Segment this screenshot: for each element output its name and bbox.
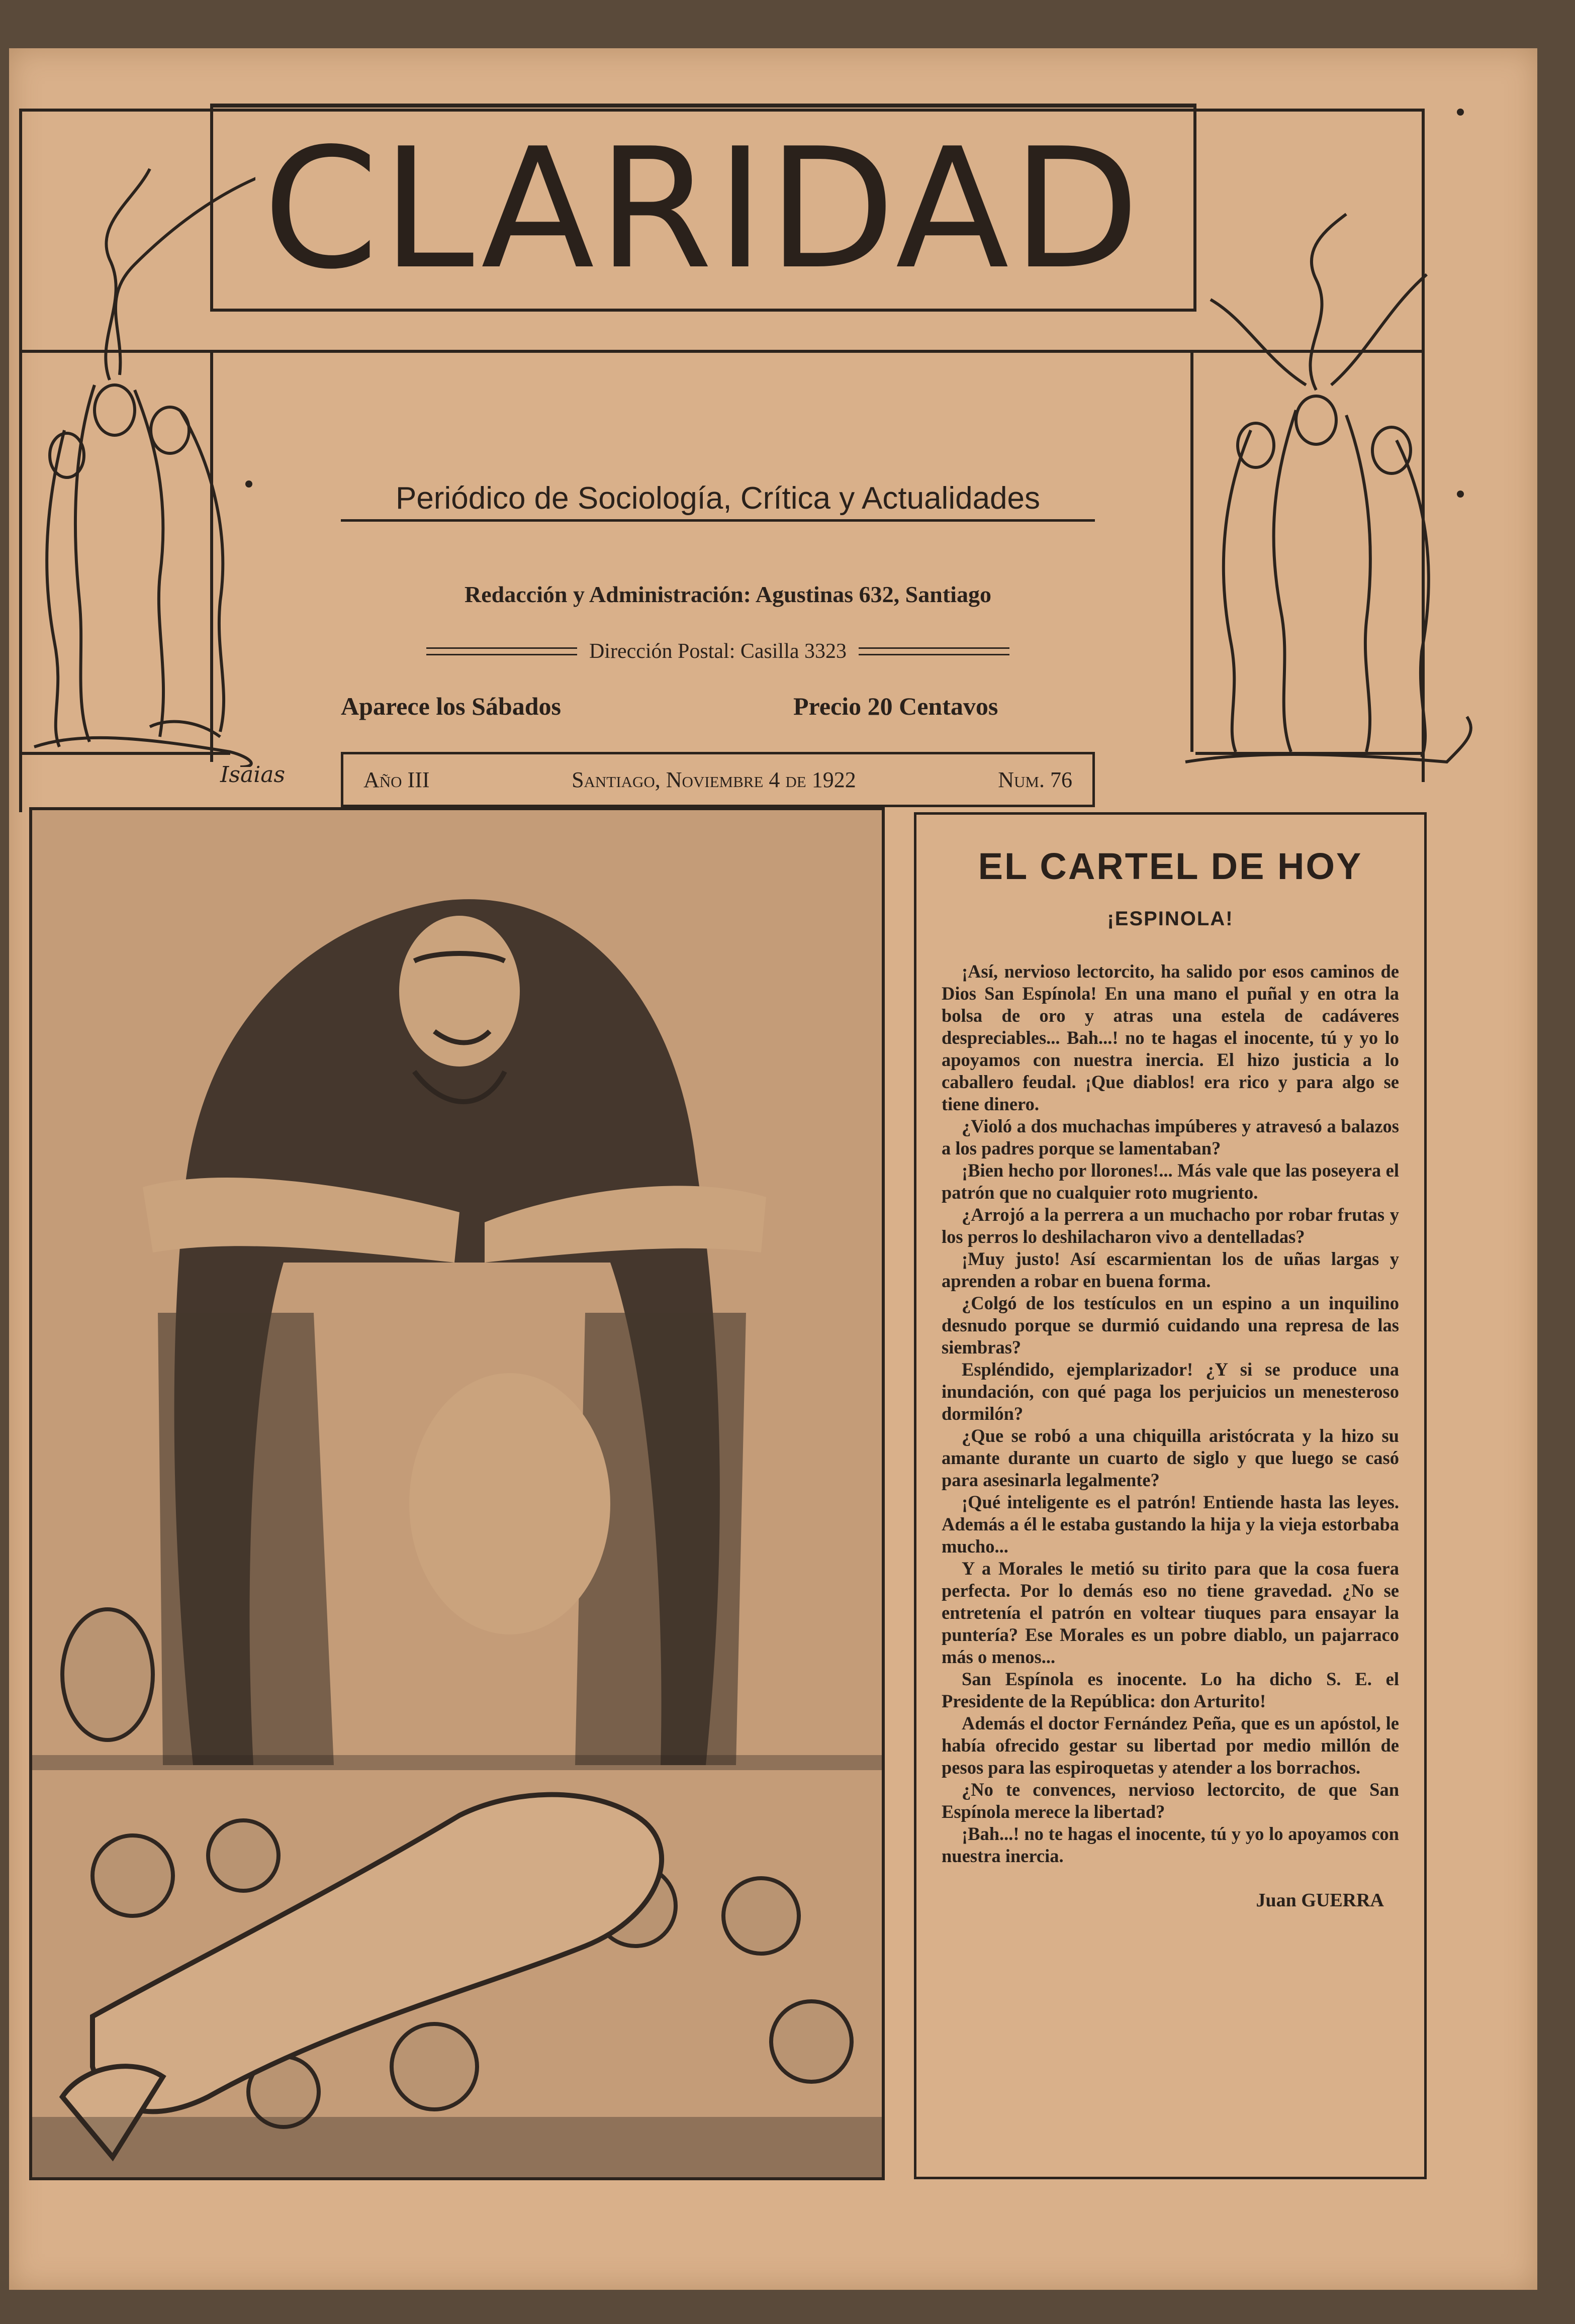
postal-rule-left [426,647,577,655]
article-paragraph: Espléndido, ejemplarizador! ¿Y si se produce una inundación, con qué paga los perjuicios un menesteroso dormilón? [942,1359,1399,1424]
edge-mark [1457,491,1464,498]
article-paragraph: ¿Violó a dos muchachas impúberes y atravesó a balazos a los padres porque se lamentaban? [942,1116,1399,1158]
newspaper-title: CLARIDAD [262,113,1143,306]
article-subheading: ¡ESPINOLA! [1107,908,1234,930]
article-paragraph: ¡Muy justo! Así escarmientan los de uñas largas y aprenden a robar en buena forma. [942,1248,1399,1291]
article-paragraph: ¡Bah...! no te hagas el inocente, tú y yo lo apoyamos con nuestra inercia. [942,1823,1399,1866]
subtitle: Periódico de Sociología, Crítica y Actualidades [341,480,1095,522]
edge-mark [1457,109,1464,116]
article-author: Juan GUERRA [1256,1890,1384,1911]
newspaper-page [9,48,1537,2290]
publication-day: Aparece los Sábados [341,692,562,720]
article-paragraph: Y a Morales le metió su tirito para que la cosa fuera perfecta. Por lo demás eso no tiene gravedad. ¿No se entretenía el patrón en voltear tiuques para ensayar la puntería? Ese Morales es un pobre diablo, un pajarraco más o menos... [942,1558,1399,1667]
issue-year: Año III [363,767,430,792]
article-paragraph: ¿No te convences, nervioso lectorcito, de que San Espínola merece la libertad? [942,1779,1399,1822]
article-paragraph: ¡Así, nervioso lectorcito, ha salido por esos caminos de Dios San Espínola! En una mano el puñal y en otra la bolsa de oro y atras una estela de cadáveres despreciables... Bah...! no te hagas el inocente, tú y yo lo apoyamos con nuestra inercia. El hizo justicia a lo caballero feudal. ¡Que diablos! era rico y para algo se tiene dinero. [942,961,1399,1114]
article-paragraph: ¿Colgó de los testículos en un espino a un inquilino desnudo porque se durmió cuidando una represa de las siembras? [942,1293,1399,1358]
issue-date: Santiago, Noviembre 4 de 1922 [572,767,856,792]
article-paragraph: ¡Qué inteligente es el patrón! Entiende hasta las leyes. Además a él le estaba gustando la hija y la vieja estorbaba mucho... [942,1492,1399,1557]
edge-mark [245,480,252,488]
editorial-address: Redacción y Administración: Agustinas 632, Santiago [465,582,991,607]
artist-signature: Isaias [220,762,286,788]
issue-number: Num. 76 [998,767,1072,792]
article-paragraph: ¿Que se robó a una chiquilla aristócrata y la hizo su amante durante un cuarto de siglo y que luego se casó para asesinarla legalmente? [942,1425,1399,1490]
article-paragraph: San Espínola es inocente. Lo ha dicho S. E. el Presidente de la República: don Arturito! [942,1669,1399,1711]
right-ornament-illustration [1165,209,1477,782]
article-paragraph: ¡Bien hecho por llorones!... Más vale que las poseyera el patrón que no cualquier roto mugriento. [942,1160,1399,1203]
article-paragraph: ¿Arrojó a la perrera a un muchacho por robar frutas y los perros lo deshilacharon vivo a dentelladas? [942,1204,1399,1247]
postal-address: Dirección Postal: Casilla 3323 [589,640,847,663]
left-ornament-illustration [19,149,255,767]
price: Precio 20 Centavos [793,692,998,720]
postal-rule-right [859,647,1009,655]
cartoon-illustration [29,807,885,2180]
article-body [942,960,1399,1867]
postal-address-row [426,636,1009,666]
article-heading: EL CARTEL DE HOY [978,845,1363,887]
article-paragraph: Además el doctor Fernández Peña, que es un apóstol, le había ofrecido gestar su libertad por medio millón de pesos para las espiroquetas y atender a los borrachos. [942,1713,1399,1778]
issue-info-box [341,752,1095,807]
cartoon-drawing [32,810,882,2177]
article-column [914,812,1427,2179]
